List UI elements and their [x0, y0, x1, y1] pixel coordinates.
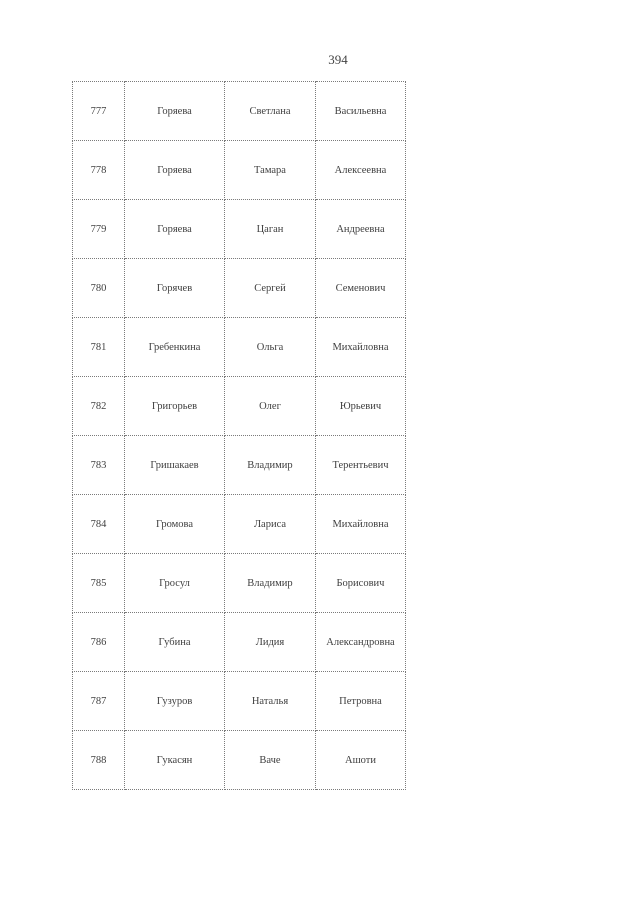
last-name-cell: Губина [125, 613, 225, 672]
table-row [73, 495, 406, 554]
row-number-cell: 781 [73, 318, 125, 377]
row-number-cell: 785 [73, 554, 125, 613]
table-row [73, 436, 406, 495]
first-name-cell: Лидия [225, 613, 316, 672]
last-name-cell: Горяева [125, 82, 225, 141]
patronymic-cell: Михайловна [316, 495, 406, 554]
table-row [73, 259, 406, 318]
row-number-cell: 780 [73, 259, 125, 318]
table-row [73, 672, 406, 731]
last-name-cell: Гришакаев [125, 436, 225, 495]
first-name-cell: Ваче [225, 731, 316, 790]
first-name-cell: Тамара [225, 141, 316, 200]
patronymic-cell: Терентьевич [316, 436, 406, 495]
patronymic-cell: Петровна [316, 672, 406, 731]
patronymic-cell: Борисович [316, 554, 406, 613]
first-name-cell: Цаган [225, 200, 316, 259]
patronymic-cell: Александровна [316, 613, 406, 672]
row-number-cell: 786 [73, 613, 125, 672]
table-row [73, 613, 406, 672]
last-name-cell: Гузуров [125, 672, 225, 731]
patronymic-cell: Васильевна [316, 82, 406, 141]
first-name-cell: Сергей [225, 259, 316, 318]
patronymic-cell: Алексеевна [316, 141, 406, 200]
last-name-cell: Горяева [125, 200, 225, 259]
last-name-cell: Гукасян [125, 731, 225, 790]
last-name-cell: Гросул [125, 554, 225, 613]
first-name-cell: Олег [225, 377, 316, 436]
first-name-cell: Наталья [225, 672, 316, 731]
first-name-cell: Ольга [225, 318, 316, 377]
table-row [73, 377, 406, 436]
row-number-cell: 788 [73, 731, 125, 790]
table-row [73, 318, 406, 377]
roster-table [72, 81, 406, 790]
last-name-cell: Гребенкина [125, 318, 225, 377]
patronymic-cell: Ашоти [316, 731, 406, 790]
row-number-cell: 787 [73, 672, 125, 731]
first-name-cell: Светлана [225, 82, 316, 141]
first-name-cell: Владимир [225, 554, 316, 613]
row-number-cell: 779 [73, 200, 125, 259]
last-name-cell: Горяева [125, 141, 225, 200]
row-number-cell: 783 [73, 436, 125, 495]
patronymic-cell: Семенович [316, 259, 406, 318]
table-row [73, 82, 406, 141]
patronymic-cell: Андреевна [316, 200, 406, 259]
row-number-cell: 777 [73, 82, 125, 141]
first-name-cell: Лариса [225, 495, 316, 554]
table-row [73, 200, 406, 259]
patronymic-cell: Юрьевич [316, 377, 406, 436]
table-row [73, 554, 406, 613]
page-number: 394 [328, 52, 348, 67]
row-number-cell: 778 [73, 141, 125, 200]
patronymic-cell: Михайловна [316, 318, 406, 377]
row-number-cell: 782 [73, 377, 125, 436]
last-name-cell: Горячев [125, 259, 225, 318]
table-row [73, 141, 406, 200]
row-number-cell: 784 [73, 495, 125, 554]
first-name-cell: Владимир [225, 436, 316, 495]
table-row [73, 731, 406, 790]
roster-body [73, 82, 406, 790]
last-name-cell: Григорьев [125, 377, 225, 436]
last-name-cell: Громова [125, 495, 225, 554]
